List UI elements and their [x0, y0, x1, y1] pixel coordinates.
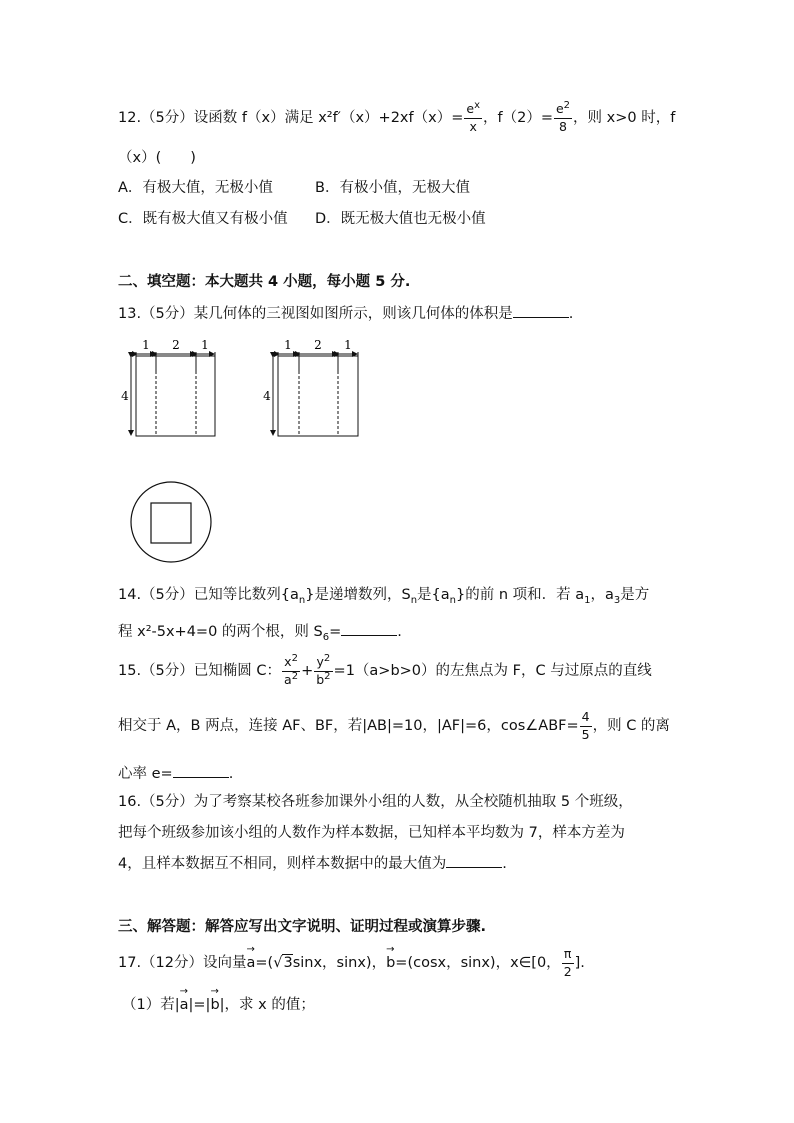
q14-text-e: ，a — [590, 587, 614, 603]
q13-answer-blank[interactable] — [513, 303, 569, 318]
q17-fraction-pi — [562, 948, 574, 978]
q15-fx-num: x — [284, 654, 292, 669]
q15-prefix: 15.（5分）已知椭圆 C： — [118, 663, 282, 679]
q14-line2-eq: = — [329, 624, 342, 640]
q15-fx-sup: 2 — [291, 652, 298, 664]
q14-line2-text: 程 x²-5x+4=0 的两个根，则 S — [118, 624, 323, 640]
top-view — [131, 482, 211, 562]
q14-answer-blank[interactable] — [341, 621, 397, 636]
q17-line1 — [118, 948, 585, 978]
vector-b-2: → b — [210, 997, 219, 1013]
q14-sub-n-1: n — [298, 594, 306, 606]
q15-plus: + — [301, 663, 314, 679]
q15-fraction-x — [282, 652, 300, 687]
q15-fy-den: b — [316, 671, 325, 687]
q16-answer-blank[interactable] — [446, 853, 502, 868]
q12-mid: ，f（2）= — [482, 110, 553, 126]
q15-fraction-y — [314, 652, 332, 687]
q12-frac1-den: x — [464, 118, 482, 134]
q12-frac2-num: e — [555, 101, 564, 116]
side-dim-mid: 2 — [314, 338, 322, 352]
q17-part1: sinx，sinx)， — [292, 955, 387, 971]
front-dim-height: 4 — [121, 389, 129, 403]
q14-text-d: }的前 n 项和．若 a — [456, 587, 585, 603]
three-view-figure — [118, 332, 378, 572]
q12-option-b[interactable]: B．有极小值，无极大值 — [315, 180, 470, 196]
sqrt-3: 3 — [283, 955, 293, 971]
q14-line2 — [118, 620, 402, 641]
q15-line3 — [118, 762, 233, 783]
q13-end: . — [568, 306, 574, 322]
vector-b: → b — [386, 955, 395, 971]
section-2-heading: 二、填空题：本大题共 4 小题，每小题 5 分. — [118, 274, 411, 290]
q15-fraction-cos — [580, 711, 592, 741]
q16-line3 — [118, 852, 507, 873]
q12-options-row2 — [118, 207, 486, 228]
q12-option-c[interactable]: C．既有极大值又有极小值 — [118, 211, 288, 227]
q16-end: . — [502, 856, 507, 872]
q12-line2: （x）( ) — [118, 150, 196, 166]
q14-text-c: 是{a — [417, 587, 450, 603]
q17-eq1: =( — [255, 955, 274, 971]
q15-fy-sup: 2 — [323, 652, 331, 664]
q14-text-a: 14.（5分）已知等比数列{a — [118, 587, 299, 603]
q17-sub1 — [122, 993, 315, 1014]
sqrt-sign: √ — [273, 955, 283, 971]
section-3-heading: 三、解答题：解答应写出文字说明、证明过程或演算步骤. — [118, 919, 487, 935]
q15-end: . — [228, 766, 234, 782]
front-dim-mid: 2 — [172, 338, 180, 352]
q12-frac2-den: 8 — [554, 118, 572, 134]
side-dim-height: 4 — [263, 389, 271, 403]
q17-part2: =(cosx，sinx)，x∈[0， — [395, 955, 561, 971]
q14-sub-3: 3 — [613, 594, 621, 606]
q12-fraction-1 — [464, 99, 482, 134]
q16-line3-text: 4，且样本数据互不相同，则样本数据中的最大值为 — [118, 856, 447, 872]
q17-pi: π — [563, 946, 572, 961]
q15-cos-den: 5 — [581, 726, 590, 742]
q15-answer-blank[interactable] — [173, 763, 229, 778]
q12-frac1-num: e — [466, 101, 475, 116]
q15-line2-text: 相交于 A，B 两点，连接 AF、BF，若|AB|=10，|AF|=6，cos∠ABF= — [118, 718, 579, 734]
q15-fy-den-sup: 2 — [324, 670, 331, 682]
q12-suffix: ，则 x>0 时，f — [573, 110, 676, 126]
q14-end: . — [397, 624, 402, 640]
q12-option-a[interactable]: A．有极大值，无极小值 — [118, 180, 273, 196]
q12-option-d[interactable]: D．既无极大值也无极小值 — [315, 211, 486, 227]
q17-sub1-c: |，求 x 的值； — [219, 997, 315, 1013]
q14-text-b: }是递增数列，S — [305, 587, 411, 603]
q13-text — [118, 302, 573, 323]
q12-fraction-2 — [554, 99, 572, 134]
q15-fx-den: a — [284, 671, 292, 687]
q15-cos-num: 4 — [581, 709, 590, 724]
q15-suffix: =1（a>b>0）的左焦点为 F，C 与过原点的直线 — [333, 663, 652, 679]
q12-frac1-sup: x — [474, 99, 480, 111]
q15-line1 — [118, 652, 652, 687]
q13-question: 13.（5分）某几何体的三视图如图所示，则该几何体的体积是 — [118, 306, 513, 322]
q12-line1 — [118, 99, 676, 134]
q14-sub-1: 1 — [584, 594, 591, 606]
q17-prefix: 17.（12分）设向量 — [118, 955, 247, 971]
q15-fx-den-sup: 2 — [291, 670, 299, 682]
vector-a-2: → a — [180, 997, 189, 1013]
q17-two: 2 — [563, 963, 572, 979]
q14-text-f: 是方 — [620, 587, 650, 603]
q12-prefix: 12.（5分）设函数 f（x）满足 x²f′（x）+2xf（x）= — [118, 110, 464, 126]
q16-line1: 16.（5分）为了考察某校各班参加课外小组的人数，从全校随机抽取 5 个班级， — [118, 794, 633, 810]
q12-options-row1 — [118, 176, 470, 197]
front-view — [121, 338, 215, 436]
q17-sub1-a: （1）若| — [122, 997, 180, 1013]
q15-fy-num: y — [316, 654, 324, 669]
front-dim-right: 1 — [201, 338, 209, 352]
q16-line2: 把每个班级参加该小组的人数作为样本数据，已知样本平均数为 7，样本方差为 — [118, 825, 625, 841]
q17-sub1-b: |=| — [188, 997, 211, 1013]
q15-line3-text: 心率 e= — [118, 766, 173, 782]
side-view — [263, 338, 358, 436]
q15-line2-end: ，则 C 的离 — [592, 718, 670, 734]
q12-frac2-sup: 2 — [563, 99, 571, 111]
q14-sub-n-2: n — [410, 594, 418, 606]
vector-a: → a — [247, 955, 256, 971]
q14-line1 — [118, 583, 649, 604]
q14-sub-n-3: n — [449, 594, 456, 606]
side-dim-left: 1 — [284, 338, 292, 352]
q15-line2 — [118, 711, 670, 741]
side-dim-right: 1 — [344, 338, 352, 352]
front-dim-left: 1 — [142, 338, 150, 352]
q14-sub-6: 6 — [322, 631, 330, 643]
q17-end: ]. — [574, 955, 585, 971]
